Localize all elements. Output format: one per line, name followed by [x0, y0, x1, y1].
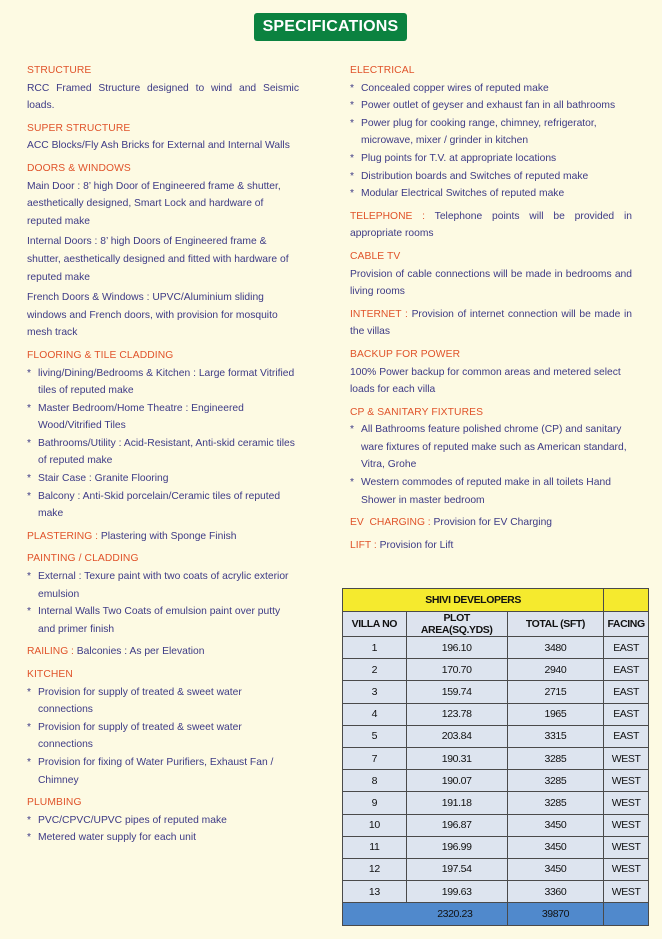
villa-table: [342, 588, 649, 926]
bullet-icon: *: [350, 82, 355, 94]
plumbing-list: [27, 812, 299, 847]
plot-area-cell: 191.18: [406, 792, 507, 814]
kitchen-list: [27, 684, 299, 790]
list-item: [27, 435, 299, 470]
right-column: [350, 62, 632, 559]
total-sft-cell: 2940: [507, 659, 604, 681]
list-item: [27, 684, 299, 719]
bullet-icon: *: [27, 402, 32, 414]
bullet-icon: *: [27, 367, 32, 379]
bullet-icon: *: [350, 424, 355, 436]
list-item-text: Stair Case : Granite Flooring: [38, 473, 169, 485]
main-door-text: Main Door : 8’ high Door of Engineered frame & shutter, aesthetically designed, Smart Lock and hardware of reputed make: [27, 180, 281, 227]
facing-cell: WEST: [604, 747, 649, 769]
list-item-text: Provision for fixing of Water Purifiers, Exhaust Fan / Chimney: [38, 756, 274, 786]
list-item-text: External : Texure paint with two coats of acrylic exterior emulsion: [38, 571, 289, 600]
facing-cell: EAST: [604, 703, 649, 725]
facing-cell: WEST: [604, 858, 649, 880]
bullet-icon: *: [27, 686, 32, 698]
left-column: [27, 62, 299, 852]
section-painting: [27, 550, 299, 638]
brand-empty-cell: [604, 589, 649, 612]
section-backup-power: [350, 346, 632, 399]
french-doors-text: French Doors & Windows : UPVC/Aluminium sliding windows and French doors, with provision for mosquito mesh track: [27, 292, 278, 339]
list-item-text: Plug points for T.V. at appropriate locations: [361, 152, 557, 164]
plot-area-cell: 196.87: [406, 814, 507, 836]
villa-no-cell: 12: [343, 858, 407, 880]
section-heading: SUPER STRUCTURE: [27, 122, 131, 134]
section-text: Telephone points will be provided in appropriate rooms: [350, 210, 632, 240]
section-ev-charging: [350, 514, 632, 532]
villa-no-cell: 4: [343, 703, 407, 725]
total-sft-cell: 1965: [507, 703, 604, 725]
villa-no-cell: 8: [343, 770, 407, 792]
facing-cell: WEST: [604, 770, 649, 792]
villa-no-cell: 2: [343, 659, 407, 681]
bullet-icon: *: [350, 188, 355, 200]
bullet-icon: *: [350, 170, 355, 182]
list-item-text: Provision for supply of treated & sweet water connections: [38, 721, 242, 751]
section-super-structure: [27, 120, 299, 155]
column-header-villa-no: VILLA NO: [343, 612, 407, 637]
section-heading: BACKUP FOR POWER: [350, 348, 461, 360]
section-text: ACC Blocks/Fly Ash Bricks for External and Internal Walls: [27, 140, 290, 152]
plot-area-cell: 203.84: [406, 725, 507, 747]
section-heading: ELECTRICAL: [350, 65, 415, 76]
section-doors-windows: [27, 160, 299, 342]
table-row: [343, 858, 649, 880]
cp-sanitary-list: [350, 421, 632, 509]
list-item: [27, 400, 299, 435]
list-item-text: Power plug for cooking range, chimney, refrigerator, microwave, mixer / grinder in kitchen: [361, 117, 597, 147]
table-row: [343, 747, 649, 769]
section-structure: [27, 62, 299, 115]
section-heading: PAINTING / CLADDING: [27, 553, 139, 565]
villa-no-cell: 5: [343, 725, 407, 747]
section-text: Provision for EV Charging: [433, 517, 553, 529]
bullet-icon: *: [27, 490, 32, 502]
internal-doors-text: Internal Doors : 8’ high Doors of Engineered frame & shutter, aesthetically designed and fitted with hardware of reputed make: [27, 236, 289, 283]
section-heading: INTERNET :: [350, 308, 408, 320]
section-text: Balconies : As per Elevation: [76, 646, 205, 658]
list-item-text: Power outlet of geyser and exhaust fan in all bathrooms: [361, 100, 616, 112]
villa-no-cell: 1: [343, 637, 407, 659]
facing-cell: WEST: [604, 792, 649, 814]
total-sft: 39870: [507, 903, 604, 926]
table-row: [343, 681, 649, 703]
section-heading: EV CHARGING :: [350, 517, 431, 529]
flooring-list: [27, 365, 299, 523]
list-item-text: All Bathrooms feature polished chrome (CP) and sanitary ware fixtures of reputed make such as American standard, Vitra, Grohe: [361, 424, 627, 471]
list-item-text: Modular Electrical Switches of reputed make: [361, 188, 565, 200]
villa-no-cell: 3: [343, 681, 407, 703]
electrical-list: [350, 80, 632, 203]
plot-area-cell: 159.74: [406, 681, 507, 703]
list-item: [350, 80, 632, 98]
section-heading: LIFT :: [350, 539, 377, 551]
total-sft-cell: 3360: [507, 881, 604, 903]
list-item: [27, 603, 299, 638]
bullet-icon: *: [27, 571, 32, 583]
list-item: [350, 168, 632, 186]
list-item-text: Distribution boards and Switches of reputed make: [361, 170, 589, 182]
facing-cell: WEST: [604, 814, 649, 836]
list-item-text: Concealed copper wires of reputed make: [361, 82, 549, 94]
section-heading: PLUMBING: [27, 797, 82, 809]
list-item-text: Western commodes of reputed make in all toilets Hand Shower in master bedroom: [361, 477, 611, 506]
section-lift: [350, 537, 632, 555]
bullet-icon: *: [350, 100, 355, 112]
list-item: [27, 829, 299, 847]
section-railing: [27, 643, 299, 661]
table-row: [343, 792, 649, 814]
list-item: [350, 115, 632, 150]
list-item-text: Metered water supply for each unit: [38, 832, 196, 844]
list-item: [27, 470, 299, 488]
bullet-icon: *: [350, 117, 355, 129]
section-internet: [350, 306, 632, 341]
section-plastering: [27, 528, 299, 546]
section-kitchen: [27, 666, 299, 789]
list-item: [350, 185, 632, 203]
plot-area-cell: 170.70: [406, 659, 507, 681]
plot-area-cell: 199.63: [406, 881, 507, 903]
table-row: [343, 703, 649, 725]
villa-no-cell: 10: [343, 814, 407, 836]
total-sft-cell: 2715: [507, 681, 604, 703]
brand-name: SHIVI DEVELOPERS: [343, 589, 604, 612]
bullet-icon: *: [27, 756, 32, 768]
totals-empty-cell: [604, 903, 649, 926]
table-row: [343, 770, 649, 792]
total-plot-area: 2320.23: [343, 903, 508, 926]
list-item: [27, 754, 299, 789]
list-item-text: Bathrooms/Utility : Acid-Resistant, Anti-skid ceramic tiles of reputed make: [38, 437, 295, 467]
table-row: [343, 814, 649, 836]
section-plumbing: [27, 794, 299, 847]
list-item: [350, 421, 632, 474]
villa-no-cell: 11: [343, 836, 407, 858]
list-item-text: PVC/CPVC/UPVC pipes of reputed make: [38, 814, 227, 826]
column-header-facing: FACING: [604, 612, 649, 637]
section-text: Provision of cable connections will be made in bedrooms and living rooms: [350, 268, 632, 298]
section-text: 100% Power backup for common areas and metered select loads for each villa: [350, 366, 621, 396]
plot-area-cell: 196.99: [406, 836, 507, 858]
list-item-text: Master Bedroom/Home Theatre : Engineered Wood/Vitrified Tiles: [38, 402, 244, 432]
facing-cell: EAST: [604, 637, 649, 659]
plot-area-cell: 190.07: [406, 770, 507, 792]
list-item: [27, 812, 299, 830]
total-sft-cell: 3450: [507, 814, 604, 836]
total-sft-cell: 3450: [507, 836, 604, 858]
header-row: [343, 612, 649, 637]
list-item: [350, 97, 632, 115]
totals-row: [343, 903, 649, 926]
section-flooring: [27, 347, 299, 523]
table-row: [343, 637, 649, 659]
facing-cell: EAST: [604, 725, 649, 747]
list-item: [27, 488, 299, 523]
section-heading: STRUCTURE: [27, 65, 92, 76]
total-sft-cell: 3315: [507, 725, 604, 747]
section-heading: CABLE TV: [350, 250, 401, 262]
total-sft-cell: 3285: [507, 792, 604, 814]
section-text: Provision for Lift: [379, 539, 454, 551]
bullet-icon: *: [27, 832, 32, 844]
bullet-icon: *: [350, 152, 355, 164]
section-heading: TELEPHONE :: [350, 210, 426, 222]
page-title: SPECIFICATIONS: [254, 13, 407, 41]
column-header-total-sft: TOTAL (SFT): [507, 612, 604, 637]
bullet-icon: *: [27, 814, 32, 826]
facing-cell: WEST: [604, 836, 649, 858]
total-sft-cell: 3480: [507, 637, 604, 659]
total-sft-cell: 3285: [507, 770, 604, 792]
section-heading: RAILING :: [27, 646, 74, 658]
section-electrical: [350, 62, 632, 203]
list-item: [27, 568, 299, 603]
section-cp-sanitary: [350, 404, 632, 510]
total-sft-cell: 3450: [507, 858, 604, 880]
section-text: RCC Framed Structure designed to wind and Seismic loads.: [27, 82, 299, 112]
bullet-icon: *: [27, 721, 32, 733]
section-heading: CP & SANITARY FIXTURES: [350, 406, 484, 418]
bullet-icon: *: [27, 437, 32, 449]
plot-area-cell: 197.54: [406, 858, 507, 880]
table-row: [343, 881, 649, 903]
plot-area-cell: 123.78: [406, 703, 507, 725]
facing-cell: EAST: [604, 681, 649, 703]
table-row: [343, 725, 649, 747]
villa-no-cell: 7: [343, 747, 407, 769]
list-item: [27, 719, 299, 754]
plot-area-cell: 190.31: [406, 747, 507, 769]
villa-no-cell: 13: [343, 881, 407, 903]
villa-no-cell: 9: [343, 792, 407, 814]
painting-list: [27, 568, 299, 638]
section-heading: KITCHEN: [27, 669, 73, 680]
list-item-text: Provision for supply of treated & sweet water connections: [38, 686, 242, 716]
bullet-icon: *: [350, 477, 355, 489]
section-text: Provision of internet connection will be made in the villas: [350, 308, 632, 338]
plot-area-cell: 196.10: [406, 637, 507, 659]
facing-cell: EAST: [604, 659, 649, 681]
list-item: [350, 474, 632, 509]
section-heading: DOORS & WINDOWS: [27, 162, 131, 174]
bullet-icon: *: [27, 606, 32, 618]
list-item: [350, 150, 632, 168]
total-sft-cell: 3285: [507, 747, 604, 769]
section-cable-tv: [350, 248, 632, 301]
table-row: [343, 836, 649, 858]
list-item-text: living/Dining/Bedrooms & Kitchen : Large format Vitrified tiles of reputed make: [38, 367, 295, 397]
bullet-icon: *: [27, 473, 32, 485]
brand-row: [343, 589, 649, 612]
section-text: Plastering with Sponge Finish: [100, 530, 237, 542]
list-item-text: Balcony : Anti-Skid porcelain/Ceramic tiles of reputed make: [38, 490, 281, 520]
table-row: [343, 659, 649, 681]
section-heading: PLASTERING :: [27, 530, 98, 542]
list-item-text: Internal Walls Two Coats of emulsion paint over putty and primer finish: [38, 606, 281, 635]
list-item: [27, 365, 299, 400]
section-telephone: [350, 208, 632, 243]
section-heading: FLOORING & TILE CLADDING: [27, 349, 174, 361]
facing-cell: WEST: [604, 881, 649, 903]
column-header-plot-area: PLOT AREA(SQ.YDS): [406, 612, 507, 637]
